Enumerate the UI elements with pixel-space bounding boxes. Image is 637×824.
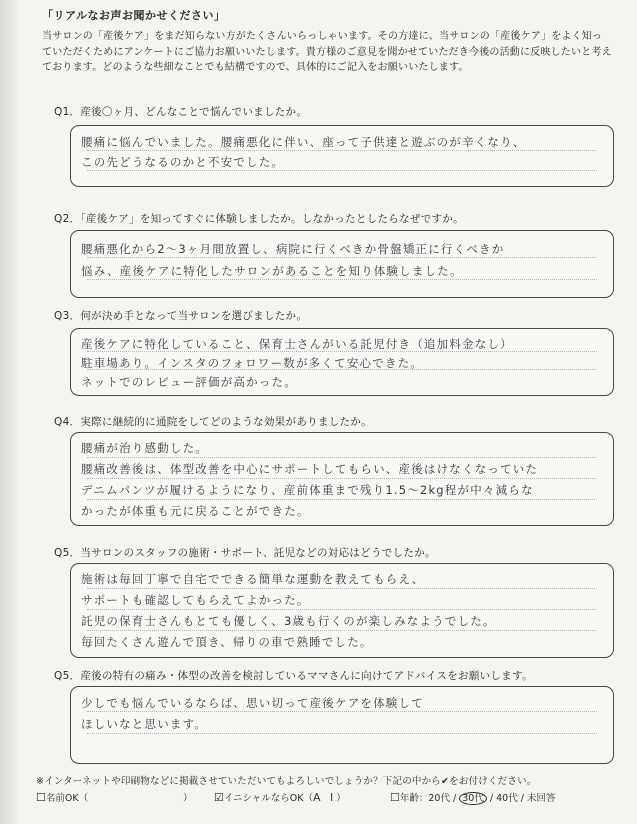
question-5: Q5．当サロンのスタッフの施術・サポート、託児などの対応はどうでしたか。 [54, 547, 436, 559]
answer-line: 腰痛が治り感動した。 [81, 441, 208, 455]
age-30s-circled[interactable] [459, 792, 487, 805]
separator: / [520, 793, 524, 804]
answer-rule [87, 733, 597, 734]
survey-intro: 当サロンの「産後ケア」をまだ知らない方がたくさんいらっしゃいます。その方達に、当サロンの「産後ケア」をよく知っていただくためにアンケートにご協力お願いいたします。貴方様のご意見を聞かせていただき今後の活動に反映したいと考えております。どのような些細なことでも結構ですので、具体的にご記入をお願いいたします。 [42, 31, 612, 73]
answer-line: デニムパンツが履けるようになり、産前体重まで残り1.5～2kg程が中々減らな [81, 483, 534, 497]
answer-box-5 [70, 563, 614, 658]
answer-rule [87, 257, 597, 258]
answer-rule [87, 609, 597, 610]
answer-box-4 [70, 432, 614, 526]
answer-line: 産後ケアに特化していること、保育士さんがいる託児付き（追加料金なし） [81, 337, 513, 351]
initial-ok-label: イニシャルならOK（ [223, 793, 314, 804]
answer-line: この先どうなるのかと不安でした。 [81, 155, 285, 169]
age-option[interactable] [390, 790, 555, 805]
answer-rule [87, 170, 597, 171]
checkbox-icon[interactable]: ☐ [390, 791, 400, 804]
answer-line: ネットでのレビュー評価が高かった。 [81, 375, 297, 389]
age-20s[interactable]: 20代 [428, 793, 450, 804]
answer-rule [87, 478, 597, 479]
answer-box-6 [70, 686, 614, 764]
question-3: Q3．何が決め手となって当サロンを選びましたか。 [54, 310, 308, 322]
separator: / [453, 793, 457, 804]
answer-rule [87, 711, 597, 712]
answer-line: 託児の保育士さんもとても優しく、3歳も行くのが楽しみなようでした。 [81, 614, 496, 628]
question-6: Q5．産後の特有の痛み・体型の改善を検討しているママさんに向けてアドバイスをお願いします。 [54, 670, 533, 682]
question-1: Q1．産後〇ヶ月、どんなことで悩んでいましたか。 [54, 106, 308, 118]
question-4: Q4．実際に継続的に通院をしてどのような効果がありましたか。 [54, 416, 372, 428]
checked-box-icon[interactable]: ☑ [214, 791, 224, 804]
answer-line: サポートも確認してもらえてよかった。 [81, 593, 310, 607]
answer-line: かったが体重も元に戻ることができた。 [81, 504, 310, 518]
answer-line: 毎回たくさん遊んで頂き、帰りの車で熟睡でした。 [81, 635, 373, 649]
answer-line: 駐車場あり。インスタのフォロワー数が多くて安心できた。 [81, 356, 423, 370]
answer-line: ほしいなと思います。 [81, 717, 208, 731]
answer-line: 腰痛改善後は、体型改善を中心にサポートしてもらい、産後はけなくなっていた [81, 462, 539, 476]
checkbox-icon[interactable]: ☐ [36, 791, 46, 804]
answer-line: 腰痛に悩んでいました。腰痛悪化に伴い、座って子供達と遊ぶのが辛くなり、 [81, 135, 526, 149]
answer-line: 少しでも悩んでいるならば、思い切って産後ケアを体験して [81, 696, 424, 710]
name-ok-close: ） [183, 793, 193, 804]
answer-rule [87, 457, 597, 458]
name-ok-option[interactable] [36, 790, 88, 804]
answer-rule [87, 630, 597, 631]
initial-ok-close: ） [336, 793, 346, 804]
answer-rule [87, 588, 597, 589]
name-ok-label: 名前OK（ [45, 793, 89, 804]
scan-edge-shadow [0, 0, 20, 824]
answer-line: 施術は毎回丁寧で自宅でできる簡単な運動を教えてもらえ、 [81, 572, 425, 586]
age-40s[interactable]: 40代 [496, 793, 518, 804]
age-30s: 30代 [462, 793, 484, 804]
publish-permission-note: ※インターネットや印刷物などに掲載させていただいてもよろしいでしょうか？下記の中から✔をお付けください。 [36, 776, 537, 787]
initials-value: A I [313, 791, 337, 804]
answer-box-1 [70, 125, 614, 187]
answer-line: 腰痛悪化から2～3ヶ月間放置し、病院に行くべきか骨盤矯正に行くべきか [81, 242, 505, 256]
answer-rule [87, 279, 597, 280]
initial-ok-option[interactable] [214, 790, 346, 804]
survey-title: 「リアルなお声お聞かせください」 [42, 9, 226, 22]
question-2: Q2．「産後ケア」を知ってすぐに体験しましたか。しなかったとしたらなぜですか。 [54, 213, 464, 225]
answer-box-3 [70, 328, 614, 396]
age-no-answer[interactable]: 未回答 [526, 793, 556, 804]
answer-box-2 [70, 230, 614, 298]
answer-rule [87, 150, 597, 151]
separator: / [489, 793, 494, 804]
answer-rule [87, 499, 597, 500]
answer-line: 悩み、産後ケアに特化したサロンがあることを知り体験しました。 [81, 264, 463, 278]
age-label: 年齢： [399, 793, 429, 804]
